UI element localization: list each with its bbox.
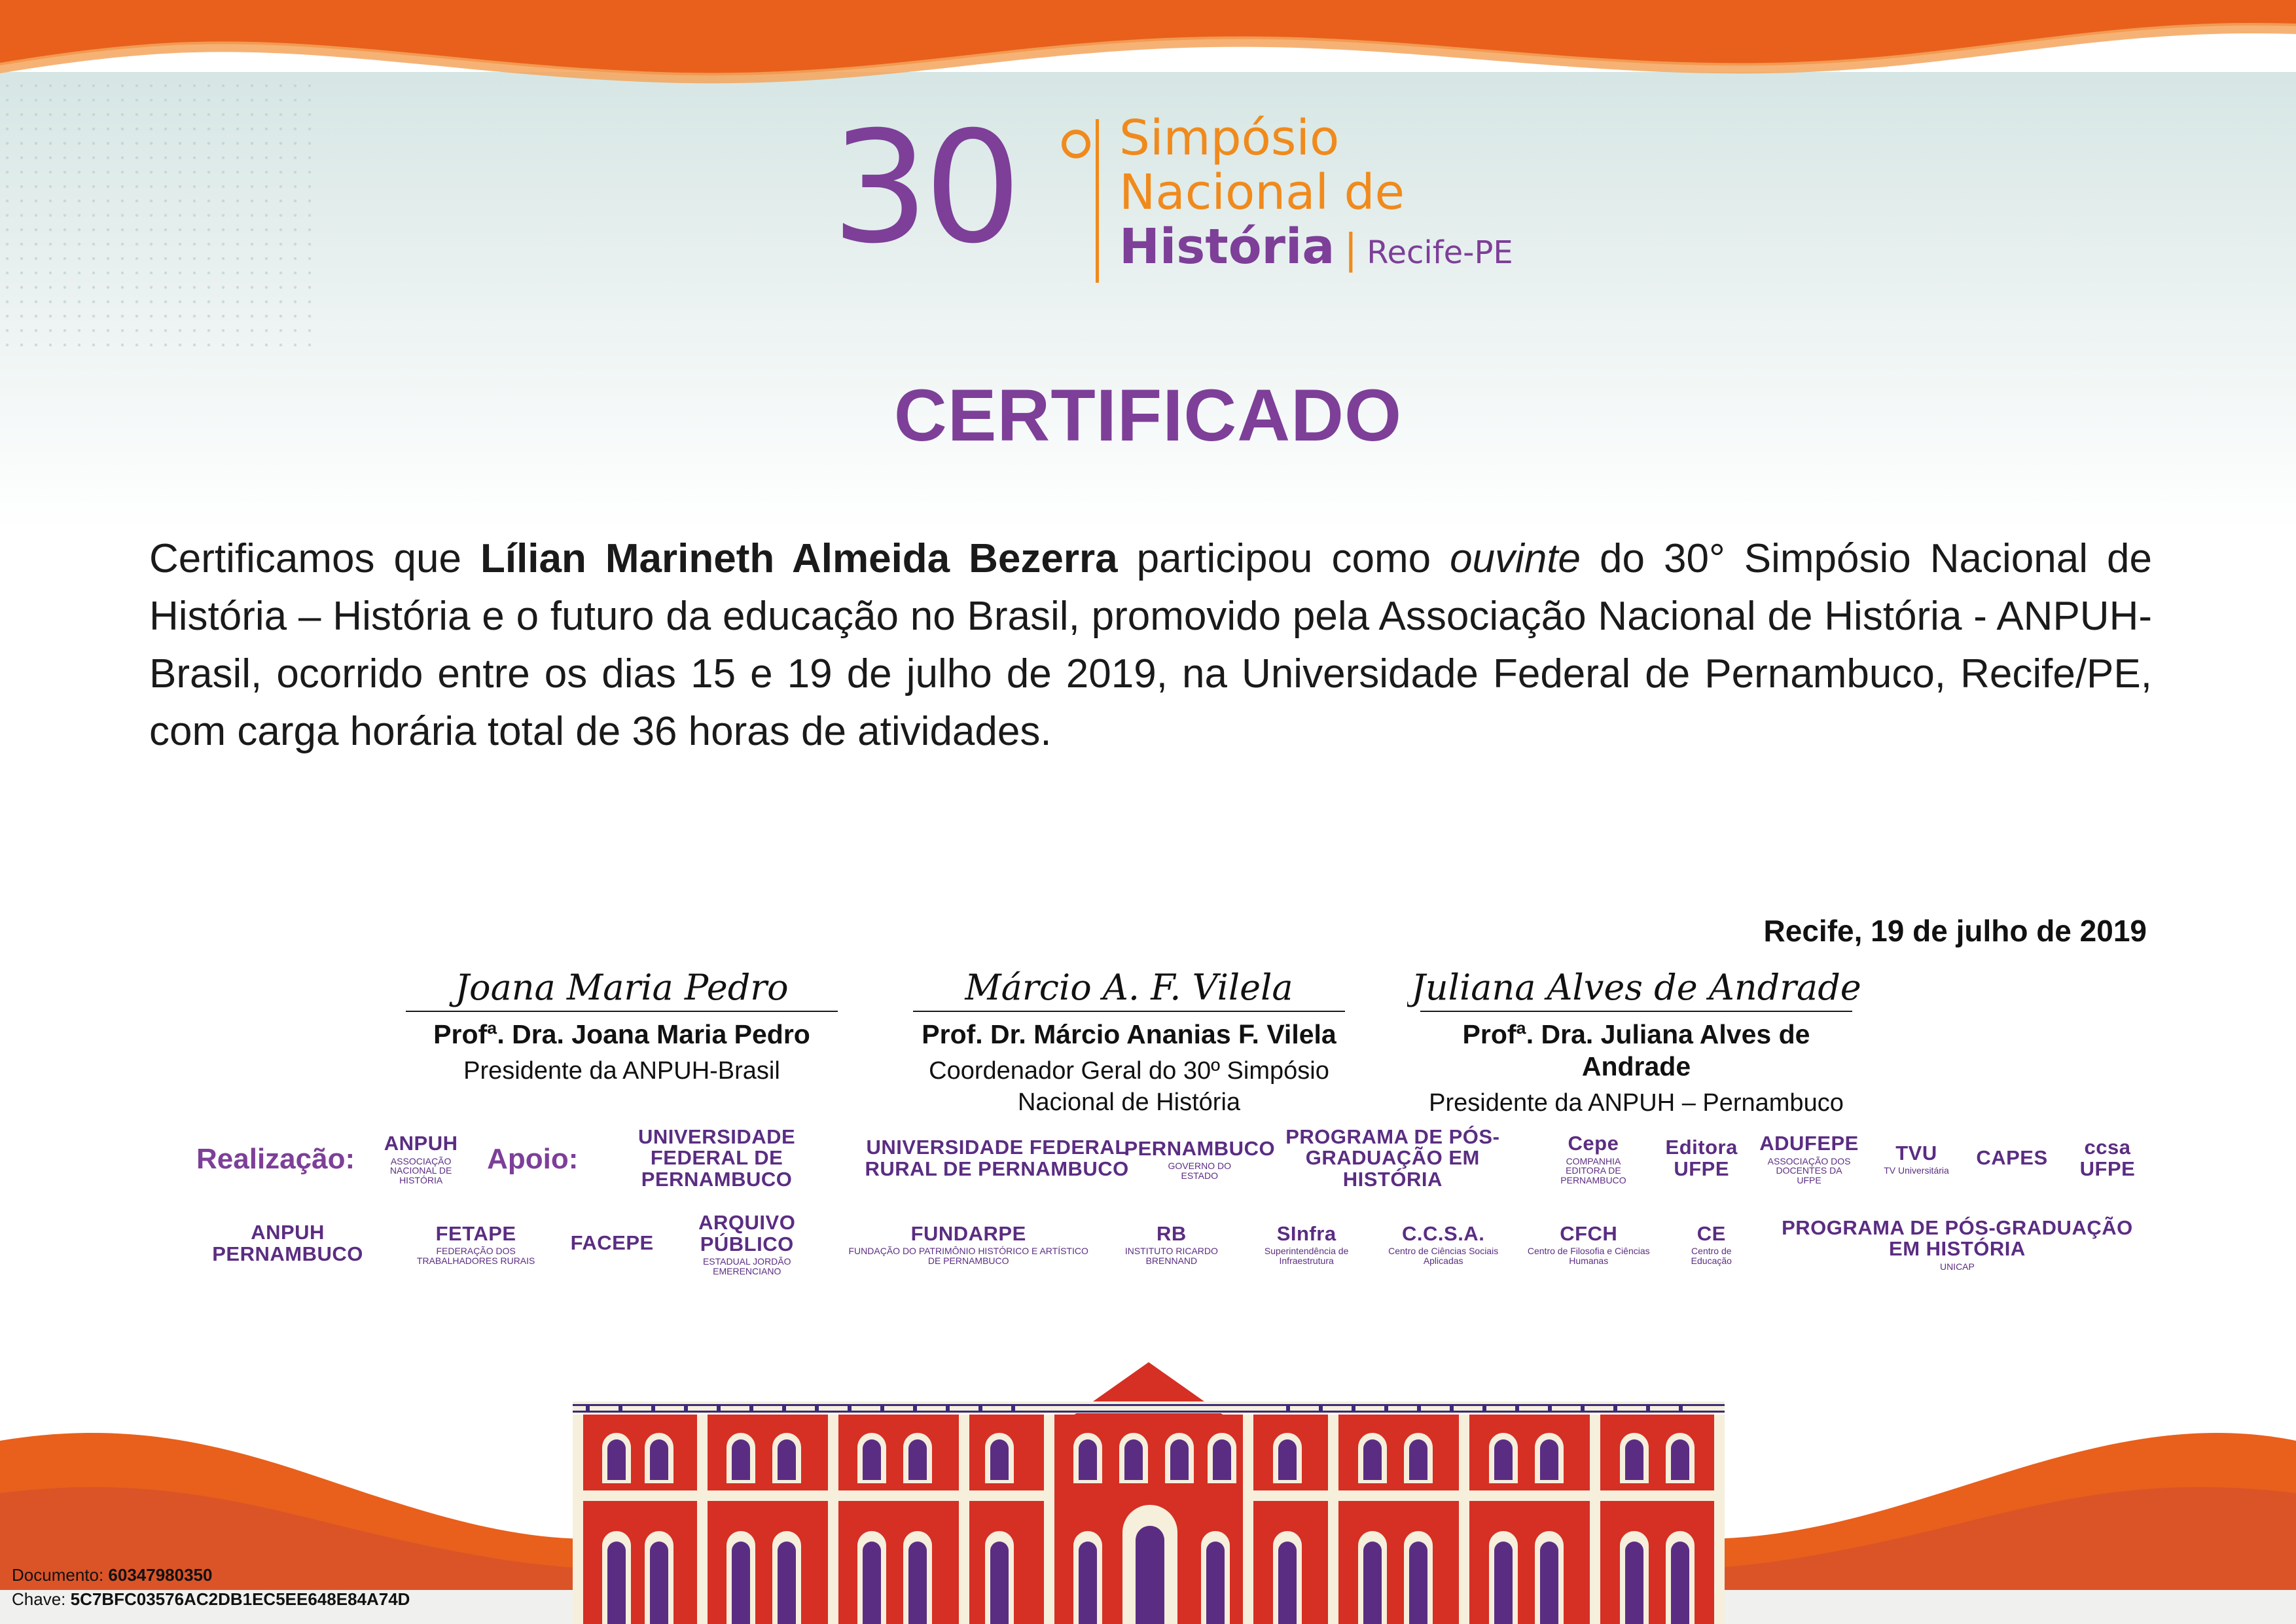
signature-role: Presidente da ANPUH-Brasil	[463, 1057, 780, 1085]
body-prefix: Certificamos que	[149, 536, 480, 581]
event-logo	[831, 99, 1525, 301]
signature-name: Profª. Dra. Joana Maria Pedro	[433, 1019, 810, 1049]
logo-divider	[1096, 119, 1099, 283]
participant-name: Lílian Marineth Almeida Bezerra	[480, 536, 1118, 581]
sponsor-logo-fetape: FETAPE FEDERAÇÃO DOS TRABALHADORES RURAIS	[416, 1221, 535, 1266]
document-number-line	[12, 1563, 410, 1588]
signature-rule	[1420, 1011, 1852, 1012]
key-value: 5C7BFC03576AC2DB1EC5EE648E84A74D	[70, 1589, 410, 1610]
logo-line-nacional: Nacional de	[1119, 164, 1405, 221]
sponsor-section	[196, 1123, 2147, 1293]
signature-2	[900, 936, 1358, 1118]
signature-mark: Márcio A. F. Vilela	[965, 967, 1293, 1008]
participation-role: ouvinte	[1450, 536, 1581, 581]
apoio-label: Apoio:	[487, 1143, 579, 1175]
sponsor-logo-instituto-ricardo-brennand: RB INSTITUTO RICARDO BRENNAND	[1124, 1221, 1218, 1266]
sponsor-row-1	[196, 1123, 2147, 1196]
sponsor-logo-ce: CE Centro de Educação	[1691, 1221, 1732, 1266]
sponsor-logo-tvu: TVU TV Universitária	[1884, 1141, 1949, 1176]
sponsor-logo-editora-ufpe: Editora UFPE	[1665, 1135, 1738, 1180]
logo-line-simposio: Simpósio	[1119, 110, 1340, 166]
document-metadata	[12, 1563, 410, 1612]
sponsor-logo-cfch: CFCH Centro de Filosofia e Ciências Humanas	[1527, 1221, 1650, 1266]
signature-mark: Juliana Alves de Andrade	[1411, 967, 1861, 1008]
certificate-body	[149, 530, 2152, 761]
background-dot-pattern	[0, 79, 314, 353]
sponsor-logo-anpuh-pernambuco: ANPUH PERNAMBUCO	[212, 1220, 363, 1265]
signature-role: Coordenador Geral do 30º Simpósio Nacional de História	[929, 1057, 1329, 1116]
signature-1	[393, 936, 851, 1087]
signature-block	[393, 936, 1865, 1119]
sponsor-logo-arquivo-publico: ARQUIVO PÚBLICO ESTADUAL JORDÃO EMERENCIANO	[698, 1211, 796, 1277]
document-value: 60347980350	[108, 1564, 213, 1585]
logo-degree-icon	[1062, 130, 1090, 158]
document-key-line	[12, 1587, 410, 1612]
logo-line-historia: História	[1119, 218, 1335, 275]
sponsor-logo-adufepe: ADUFEPE ASSOCIAÇÃO DOS DOCENTES DA UFPE	[1759, 1132, 1859, 1186]
signature-rule	[913, 1011, 1345, 1012]
sponsor-logo-ppgh-unicap: PROGRAMA DE PÓS-GRADUAÇÃO EM HISTÓRIA UNICAP	[1782, 1216, 2133, 1272]
signature-name: Prof. Dr. Márcio Ananias F. Vilela	[922, 1019, 1336, 1049]
key-label: Chave:	[12, 1589, 66, 1610]
sponsor-logo-cepe: Cepe COMPANHIA EDITORA DE PERNAMBUCO	[1560, 1132, 1626, 1186]
logo-separator: |	[1344, 225, 1358, 273]
sponsor-logo-sinfra: SInfra Superintendência de Infraestrutura	[1264, 1221, 1349, 1266]
body-middle-2: do 30° Simpósio Nacional de História – História e o futuro da educação no Brasil, promovido pela Associação Nacional de História - ANPUH-Brasil, ocorrido entre os dias 15 e 19 de julho de 2019, na Universidade Federal de Pernambuco, Recife/PE, com carga horária total de 36 horas de atividades.	[149, 536, 2152, 755]
body-middle-1: participou como	[1117, 536, 1450, 581]
document-label: Documento:	[12, 1564, 104, 1585]
sponsor-logo-ccsa: C.C.S.A. Centro de Ciências Sociais Aplicadas	[1388, 1221, 1499, 1266]
signature-rule	[406, 1011, 838, 1012]
logo-location: Recife-PE	[1367, 234, 1513, 271]
sponsor-logo-fundarpe: FUNDARPE FUNDAÇÃO DO PATRIMÔNIO HISTÓRICO E ARTÍSTICO DE PERNAMBUCO	[848, 1221, 1088, 1266]
issue-date: Recife, 19 de julho de 2019	[1763, 914, 2147, 948]
sponsor-logo-ccsa-ufpe: ccsa UFPE	[2079, 1135, 2136, 1180]
sponsor-row-2	[196, 1208, 2147, 1281]
signature-mark: Joana Maria Pedro	[455, 967, 789, 1008]
sponsor-logo-ppgh: PROGRAMA DE PÓS-GRADUAÇÃO EM HISTÓRIA	[1285, 1125, 1500, 1191]
sponsor-logo-capes: CAPES	[1976, 1146, 2048, 1170]
sponsor-logo-ufrpe: UNIVERSIDADE FEDERAL RURAL DE PERNAMBUCO	[865, 1135, 1129, 1180]
page-title: CERTIFICADO	[893, 374, 1403, 456]
signature-3	[1407, 936, 1865, 1119]
signature-name: Profª. Dra. Juliana Alves de Andrade	[1462, 1019, 1810, 1082]
sponsor-logo-anpuh: ANPUH ASSOCIAÇÃO NACIONAL DE HISTÓRIA	[384, 1132, 458, 1186]
logo-number: 30	[831, 99, 1017, 278]
sponsor-logo-pernambuco: PERNAMBUCO GOVERNO DO ESTADO	[1124, 1136, 1276, 1181]
sponsor-logo-facepe: FACEPE	[570, 1231, 654, 1255]
sponsor-logo-ufpe: UNIVERSIDADE FEDERAL DE PERNAMBUCO	[637, 1125, 796, 1191]
signature-role: Presidente da ANPUH – Pernambuco	[1429, 1089, 1844, 1117]
building-illustration	[547, 1362, 1751, 1624]
realizacao-label: Realização:	[196, 1143, 355, 1175]
